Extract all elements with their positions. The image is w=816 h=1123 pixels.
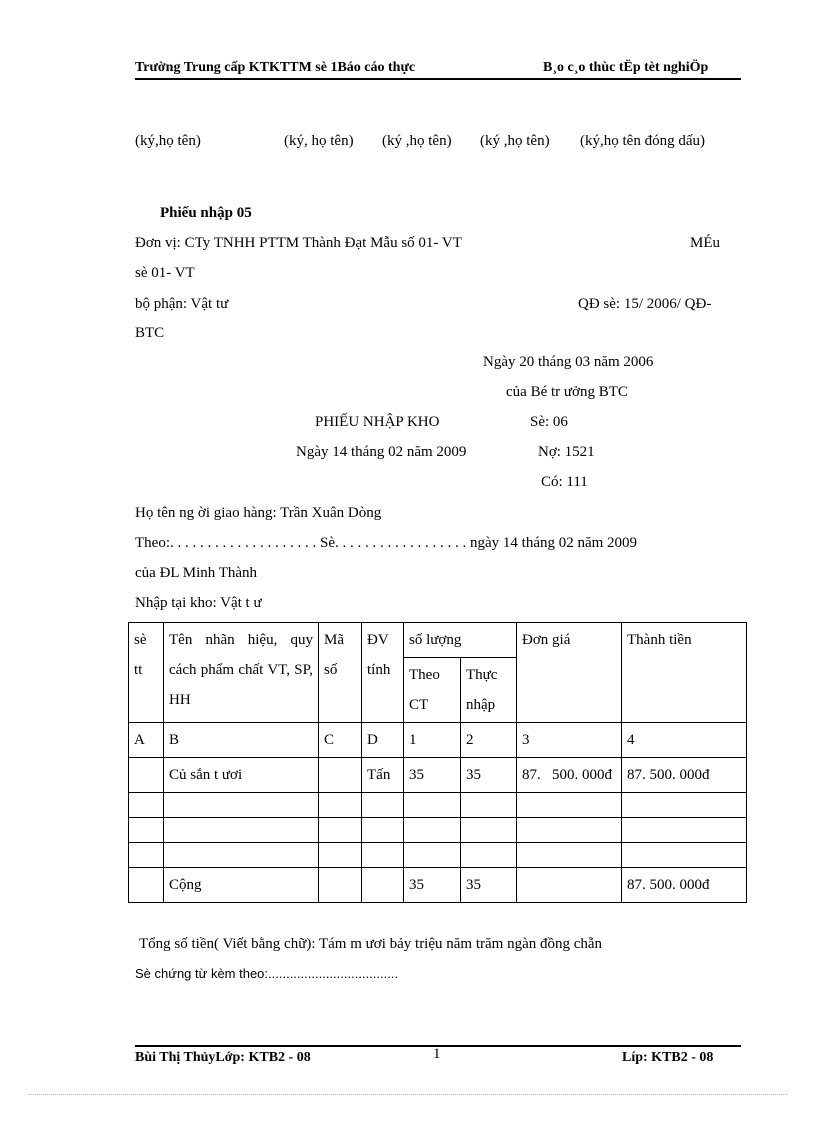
item-qty-doc: 35: [404, 758, 461, 793]
decision-by: của Bé tr ưởng BTC: [506, 384, 628, 400]
header-stt: sè tt: [129, 623, 164, 723]
index-cell: B: [164, 723, 319, 758]
signature-1: (ký,họ tên): [135, 133, 201, 149]
header-unit: ĐV tính: [362, 623, 404, 723]
form-code-cont: sè 01- VT: [135, 265, 195, 281]
index-cell: 1: [404, 723, 461, 758]
table-total-row: [129, 868, 747, 903]
table-index-row: [129, 723, 747, 758]
warehouse-line: Nhập tại kho: Vật t ư: [135, 595, 262, 611]
item-amount: 87. 500. 000đ: [622, 758, 747, 793]
slip-title: PHIẾU NHẬP KHO: [315, 414, 440, 430]
footer-right: Líp: KTB2 - 08: [622, 1050, 714, 1065]
table-empty-row: [129, 843, 747, 868]
slip-heading: Phiếu nhập 05: [160, 205, 252, 221]
header-qty-doc: Theo CT: [404, 658, 461, 723]
total-qty-real: 35: [461, 868, 517, 903]
header-qty-real: Thực nhập: [461, 658, 517, 723]
index-cell: A: [129, 723, 164, 758]
deliverer-line: Họ tên ng ời giao hàng: Trần Xuân Dòng: [135, 505, 382, 521]
footer-left: Bùi Thị ThủyLớp: KTB2 - 08: [135, 1050, 311, 1065]
signature-4: (ký ,họ tên): [480, 133, 550, 149]
reference-line: Theo:. . . . . . . . . . . . . . . . . . . . Sè. . . . . . . . . . . . . . . . . . ngày 14 tháng 02 năm 2009: [135, 535, 638, 551]
index-cell: D: [362, 723, 404, 758]
table-row: [129, 758, 747, 793]
signature-2: (ký, họ tên): [284, 133, 354, 149]
form-code-right: MÉu: [690, 235, 720, 251]
total-amount: 87. 500. 000đ: [622, 868, 747, 903]
index-cell: 3: [517, 723, 622, 758]
amount-in-words: Tổng số tiền( Viết bằng chữ): Tám m ươi bảy triệu năm trăm ngàn đồng chẵn: [139, 936, 603, 952]
item-price: 87. 500. 000đ: [517, 758, 622, 793]
item-stt: [129, 758, 164, 793]
header-quantity: số lượng: [404, 623, 517, 658]
item-code: [319, 758, 362, 793]
reference-cont: của ĐL Minh Thành: [135, 565, 258, 581]
index-cell: 4: [622, 723, 747, 758]
header-code: Mã số: [319, 623, 362, 723]
unit-line: Đơn vị: CTy TNHH PTTM Thành Đạt Mẫu số 01- VT: [135, 235, 462, 251]
table-empty-row: [129, 793, 747, 818]
header-right: B¸o c¸o thùc tËp tèt nghiÖp: [543, 60, 709, 75]
header-amount: Thành tiền: [622, 623, 747, 723]
index-cell: C: [319, 723, 362, 758]
table-empty-row: [129, 818, 747, 843]
item-qty-real: 35: [461, 758, 517, 793]
header-name: Tên nhãn hiệu, quy cách phẩm chất VT, SP, HH: [164, 623, 319, 723]
decision-cont: BTC: [135, 325, 165, 341]
debit-account: Nợ: 1521: [538, 444, 595, 460]
credit-account: Có: 111: [541, 474, 588, 490]
item-unit: Tấn: [362, 758, 404, 793]
index-cell: 2: [461, 723, 517, 758]
decision-date: Ngày 20 tháng 03 năm 2006: [483, 354, 654, 370]
slip-number: Sè: 06: [530, 414, 568, 430]
header-rule: [135, 78, 741, 80]
header-left: Trường Trung cấp KTKTTM sè 1Báo cáo thực: [135, 60, 416, 75]
page-number: 1: [433, 1046, 441, 1062]
dept-line: bộ phận: Vật tư: [135, 296, 229, 312]
signature-3: (ký ,họ tên): [382, 133, 452, 149]
page-bottom-border: [28, 1094, 788, 1095]
table-header-row: [129, 623, 747, 658]
decision-right: QĐ sè: 15/ 2006/ QĐ-: [578, 296, 712, 312]
item-name: Củ sắn t ươi: [164, 758, 319, 793]
header-price: Đơn giá: [517, 623, 622, 723]
total-label: Cộng: [164, 868, 319, 903]
signature-5: (ký,họ tên đóng dấu): [580, 133, 705, 149]
slip-date: Ngày 14 tháng 02 năm 2009: [296, 444, 467, 460]
receipt-table: [128, 622, 747, 903]
attachments-line: Sè chứng từ kèm theo:....................................: [135, 966, 399, 981]
total-qty-doc: 35: [404, 868, 461, 903]
